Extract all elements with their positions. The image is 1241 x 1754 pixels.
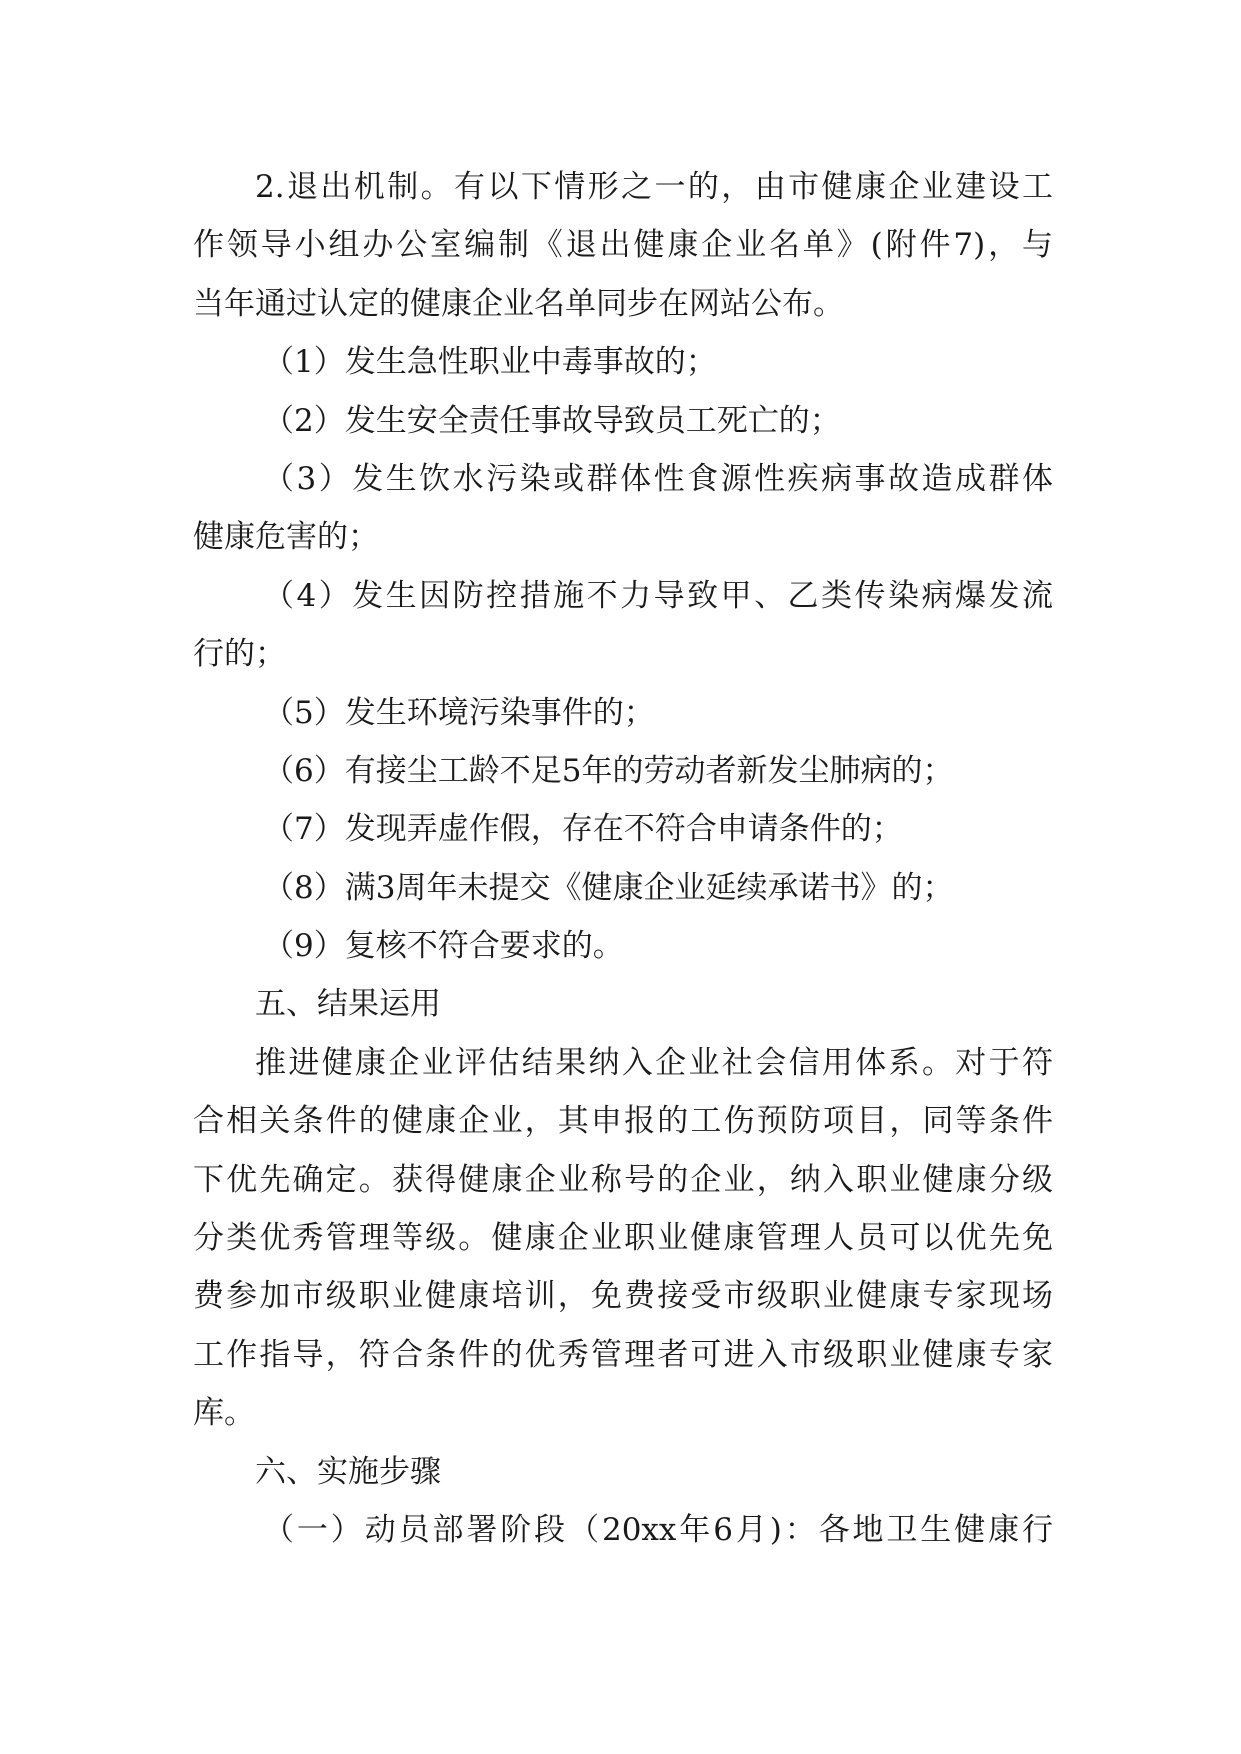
text-line: （1）发生急性职业中毒事故的； bbox=[263, 344, 717, 381]
text-line: （7）发现弄虚作假，存在不符合申请条件的； bbox=[263, 811, 903, 848]
text-line: 下优先确定。获得健康企业称号的企业，纳入职业健康分级 bbox=[193, 1161, 1053, 1198]
document-body bbox=[193, 158, 1053, 1559]
text-line: 工作指导，符合条件的优秀管理者可进入市级职业健康专家 bbox=[193, 1336, 1053, 1373]
text-line: 行的； bbox=[193, 636, 286, 673]
text-line: （4）发生因防控措施不力导致甲、乙类传染病爆发流 bbox=[263, 577, 1053, 614]
text-line: （8）满3周年未提交《健康企业延续承诺书》的； bbox=[263, 869, 954, 906]
text-line: （2）发生安全责任事故导致员工死亡的； bbox=[263, 402, 841, 439]
text-line: 六、实施步骤 bbox=[255, 1453, 441, 1490]
text-line: 当年通过认定的健康企业名单同步在网站公布。 bbox=[193, 285, 844, 322]
text-line: 2.退出机制。有以下情形之一的，由市健康企业建设工 bbox=[255, 169, 1053, 205]
text-line: （3）发生饮水污染或群体性食源性疾病事故造成群体 bbox=[263, 460, 1053, 497]
text-line: 健康危害的； bbox=[193, 519, 379, 556]
text-line: 分类优秀管理等级。健康企业职业健康管理人员可以优先免 bbox=[193, 1220, 1053, 1257]
text-line: （6）有接尘工龄不足5年的劳动者新发尘肺病的； bbox=[263, 752, 954, 789]
text-line: 作领导小组办公室编制《退出健康企业名单》(附件7)，与 bbox=[193, 227, 1053, 264]
text-line: 费参加市级职业健康培训，免费接受市级职业健康专家现场 bbox=[193, 1278, 1053, 1315]
text-line: 库。 bbox=[193, 1395, 255, 1432]
text-line: 推进健康企业评估结果纳入企业社会信用体系。对于符 bbox=[255, 1044, 1053, 1081]
text-line: 合相关条件的健康企业，其申报的工伤预防项目，同等条件 bbox=[193, 1103, 1053, 1140]
text-line: 五、结果运用 bbox=[255, 986, 441, 1023]
text-line: （9）复核不符合要求的。 bbox=[263, 928, 624, 965]
text-line: （一）动员部署阶段（20xx年6月)：各地卫生健康行 bbox=[263, 1511, 1053, 1548]
text-line: （5）发生环境污染事件的； bbox=[263, 694, 655, 731]
